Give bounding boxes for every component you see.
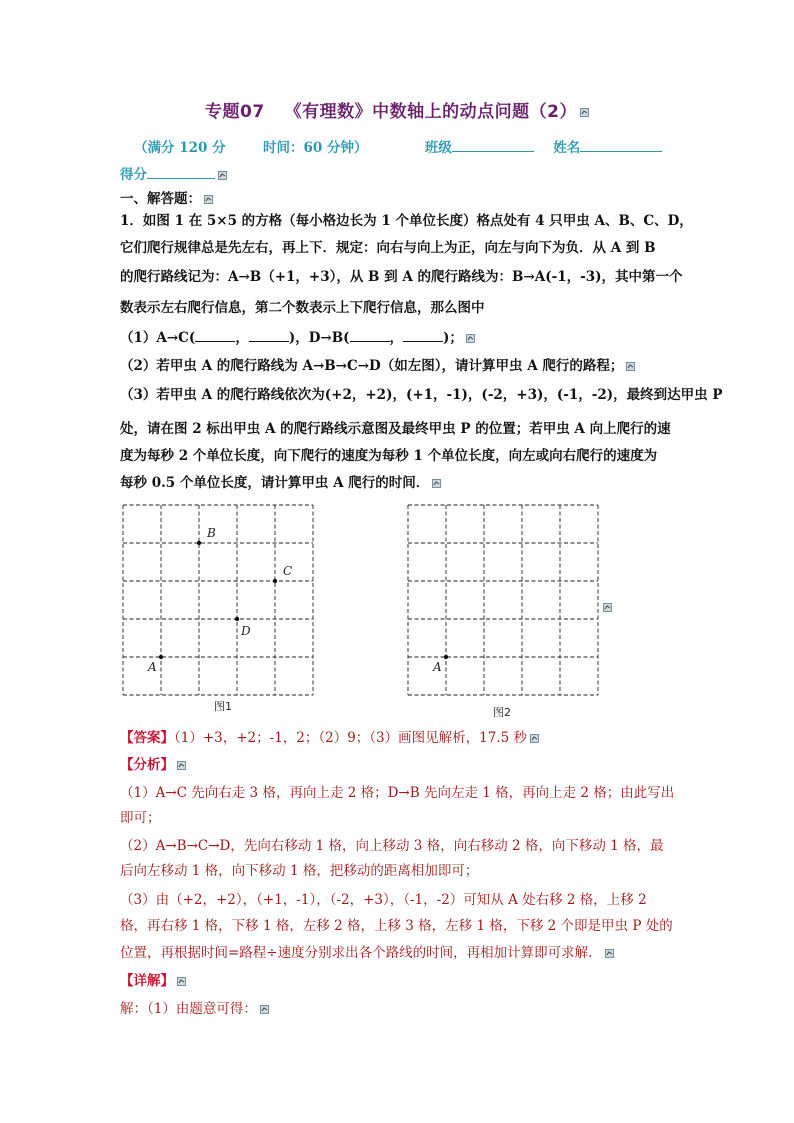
point-a — [159, 655, 163, 659]
answer-blank[interactable] — [195, 329, 235, 342]
anchor-icon — [466, 334, 475, 343]
analysis-heading: 【分析】 — [120, 753, 186, 773]
sub-question-3-line-4: 每秒 0.5 个单位长度，请计算甲虫 A 爬行的时间． — [120, 474, 680, 492]
point-label-a: A — [433, 660, 442, 674]
anchor-icon — [177, 977, 186, 986]
anchor-icon — [177, 761, 186, 770]
grid-figure-2 — [403, 500, 603, 700]
analysis-line-2: 即可； — [120, 810, 161, 826]
point-b — [197, 541, 201, 545]
answer-blank[interactable] — [403, 329, 443, 342]
question-line-3: 的爬行路线记为：A→B（+1，+3），从 B 到 A 的爬行路线为：B→A(-1，-3)，其中第一个 — [120, 269, 683, 285]
analysis-line-3: （2）A→B→C→D，先向右移动 1 格，向上移动 3 格，向右移动 2 格，向下移动 1 格，最 — [120, 838, 664, 854]
page-title — [0, 97, 794, 122]
answer-blank[interactable] — [249, 329, 289, 342]
anchor-icon — [530, 734, 539, 743]
answer-blank[interactable] — [350, 329, 390, 342]
answer-label: 【答案】 — [120, 730, 174, 746]
question-line-4: 数表示左右爬行信息，第二个数表示上下爬行信息，那么图中 — [120, 300, 485, 316]
score-label: 得分 — [120, 167, 147, 183]
title-part1: 专题07 — [205, 102, 265, 122]
time-text: 时间：60 分钟） — [263, 140, 368, 156]
class-blank[interactable] — [452, 138, 534, 152]
grid-figure-1 — [118, 500, 318, 700]
exam-meta-row — [134, 136, 662, 156]
anchor-icon — [603, 603, 612, 612]
answer-row — [120, 726, 539, 746]
analysis-line-5: （3）由（+2，+2），（+1，-1），（-2，+3），（-1，-2）可知从 A 处右移 2 格，上移 2 — [120, 892, 647, 908]
sub-question-3-line-2: 处，请在图 2 标出甲虫 A 的爬行路线示意图及最终甲虫 P 的位置；若甲虫 A 向上爬行的速 — [120, 421, 671, 437]
score-blank[interactable] — [147, 165, 215, 179]
detail-line-1: 解：（1）由题意可得： — [120, 997, 269, 1017]
point-label-c: C — [283, 564, 293, 578]
full-score-text: （满分 120 分 — [134, 140, 226, 156]
figure-2-caption: 图2 — [493, 706, 511, 719]
figure-1-caption: 图1 — [214, 700, 232, 713]
name-label: 姓名 — [553, 140, 581, 156]
title-part2: 《有理数》中数轴上的动点问题（2） — [284, 102, 577, 122]
question-line-2: 它们爬行规律总是先左右，再上下．规定：向右与向上为正，向左与向下为负．从 A 到 B — [120, 240, 656, 256]
anchor-icon — [218, 171, 227, 180]
sub-question-2: （2）若甲虫 A 的爬行路线为 A→B→C→D（如左图），请计算甲虫 A 爬行的路程； — [120, 357, 680, 375]
analysis-line-7: 位置，再根据时间=路程÷速度分别求出各个路线的时间，再相加计算即可求解． — [120, 941, 614, 961]
anchor-icon — [432, 479, 441, 488]
sub-question-1: （1）A→C( ， )，D→B( ， )； — [120, 329, 680, 347]
question-line-1: 1．如图 1 在 5×5 的方格（每小格边长为 1 个单位长度）格点处有 4 只甲虫 A、B、C、D， — [120, 213, 693, 229]
answer-text: （1）+3，+2；-1，2；（2）9；（3）画图见解析，17.5 秒 — [174, 730, 527, 746]
detail-heading: 【详解】 — [120, 969, 186, 989]
point-label-d: D — [241, 624, 251, 638]
anchor-icon — [626, 362, 635, 371]
sub-question-3-line-3: 度为每秒 2 个单位长度，向下爬行的速度为每秒 1 个单位长度，向左或向右爬行的速度为 — [120, 448, 658, 464]
point-a — [444, 655, 448, 659]
analysis-line-4: 后向左移动 1 格，向下移动 1 格，把移动的距离相加即可； — [120, 863, 479, 879]
analysis-line-1: （1）A→C 先向右走 3 格，再向上走 2 格；D→B 先向左走 1 格，再向上走 2 格；由此写出 — [120, 785, 675, 801]
point-label-b: B — [207, 526, 216, 540]
score-row — [120, 163, 227, 183]
name-blank[interactable] — [580, 138, 662, 152]
anchor-icon — [605, 949, 614, 958]
anchor-icon — [260, 1005, 269, 1014]
section-heading: 一、解答题： — [120, 190, 680, 208]
class-label: 班级 — [424, 140, 452, 156]
sub-question-3-line-1: （3）若甲虫 A 的爬行路线依次为(+2，+2)，(+1，-1)，(-2，+3)，(-1，-2)，最终到达甲虫 P — [120, 387, 723, 403]
point-label-a: A — [148, 660, 157, 674]
analysis-line-6: 格，再右移 1 格，下移 1 格，左移 2 格，上移 3 格，左移 1 格，下移 2 个即是甲虫 P 处的 — [120, 918, 673, 934]
point-d — [235, 617, 239, 621]
point-c — [273, 579, 277, 583]
anchor-icon — [580, 108, 589, 117]
anchor-icon — [204, 195, 213, 204]
